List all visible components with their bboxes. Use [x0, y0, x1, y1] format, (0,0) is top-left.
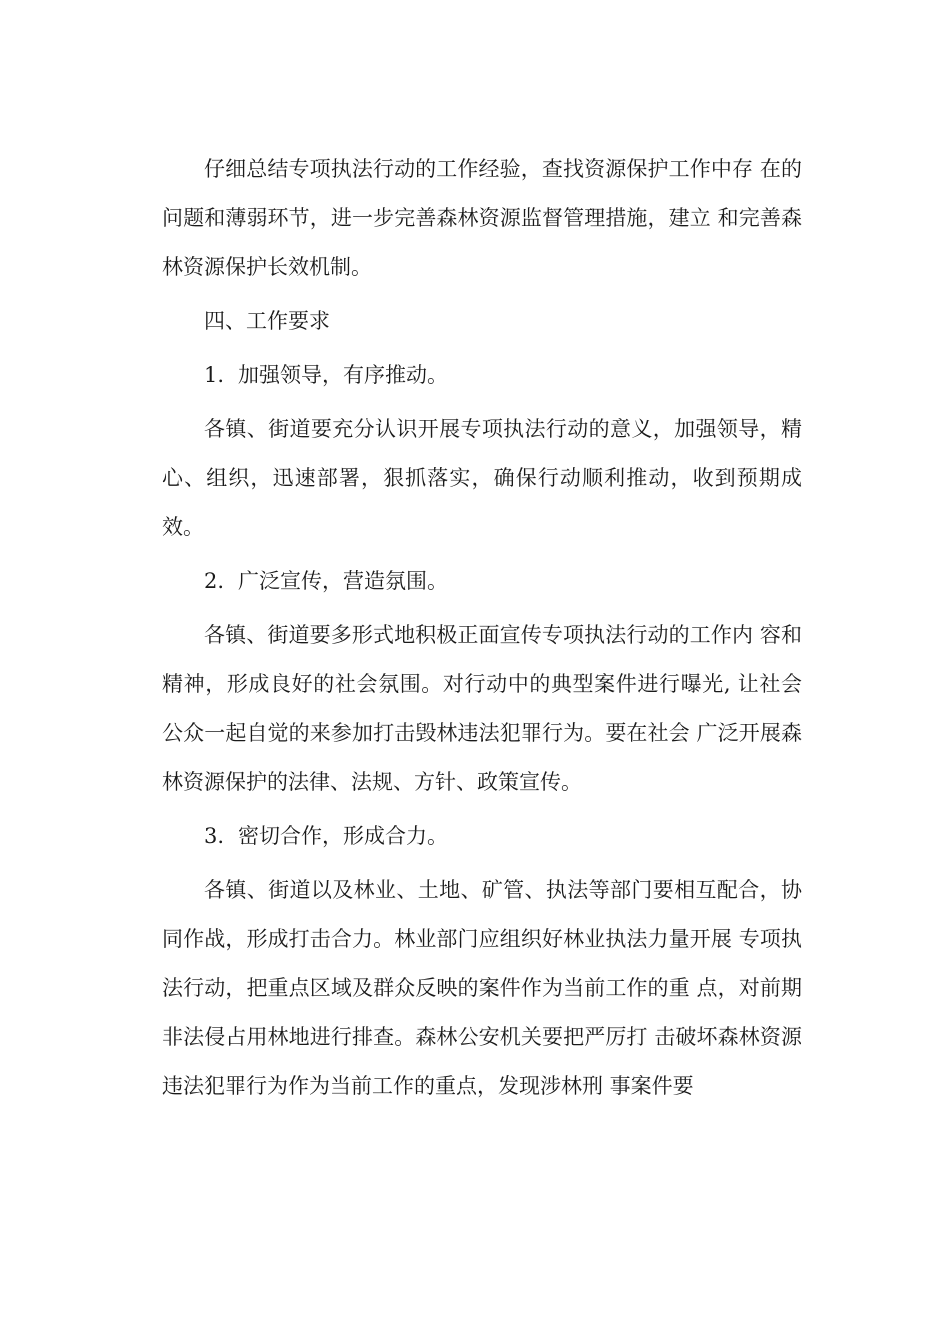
item-title-3: 密切合作，形成合力。 — [238, 824, 449, 848]
item-number-1: 1. — [204, 363, 225, 387]
paragraph-summary: 仔细总结专项执法行动的工作经验，查找资源保护工作中存 在的问题和薄弱环节，进一步完善森林资源监督管理措施，建立 和完善森林资源保护长效机制。 — [162, 157, 802, 279]
document-body — [162, 145, 802, 1116]
item-title-2: 广泛宣传，营造氛围。 — [238, 569, 449, 593]
item-number-2: 2. — [204, 569, 225, 593]
item-title-1: 加强领导，有序推动。 — [238, 363, 449, 387]
paragraph-cooperation: 各镇、街道以及林业、土地、矿管、执法等部门要相互配合，协同作战，形成打击合力。林业部门应组织好林业执法力量开展 专项执法行动，把重点区域及群众反映的案件作为当前工作的重 点，对前期非法侵占用林地进行排查。森林公安机关要把严厉打 击破坏森林资源违法犯罪行为作为当前工作的重点，发现涉林刑 事案件要 — [162, 878, 802, 1098]
paragraph-publicity: 各镇、街道要多形式地积极正面宣传专项执法行动的工作内 容和精神，形成良好的社会氛围。对行动中的典型案件进行曝光, 让社会公众一起自觉的来参加打击毁林违法犯罪行为。要在社会 广泛开展森林资源保护的法律、法规、方针、政策宣传。 — [162, 623, 802, 794]
item-heading-2 — [162, 557, 802, 606]
item-heading-3 — [162, 812, 802, 861]
item-heading-1 — [162, 351, 802, 400]
paragraph-leadership: 各镇、街道要充分认识开展专项执法行动的意义，加强领导，精心、组织，迅速部署，狠抓落实，确保行动顺利推动，收到预期成效。 — [162, 417, 802, 539]
item-number-3: 3. — [204, 824, 225, 848]
section-heading-work-requirements: 四、工作要求 — [204, 309, 330, 333]
